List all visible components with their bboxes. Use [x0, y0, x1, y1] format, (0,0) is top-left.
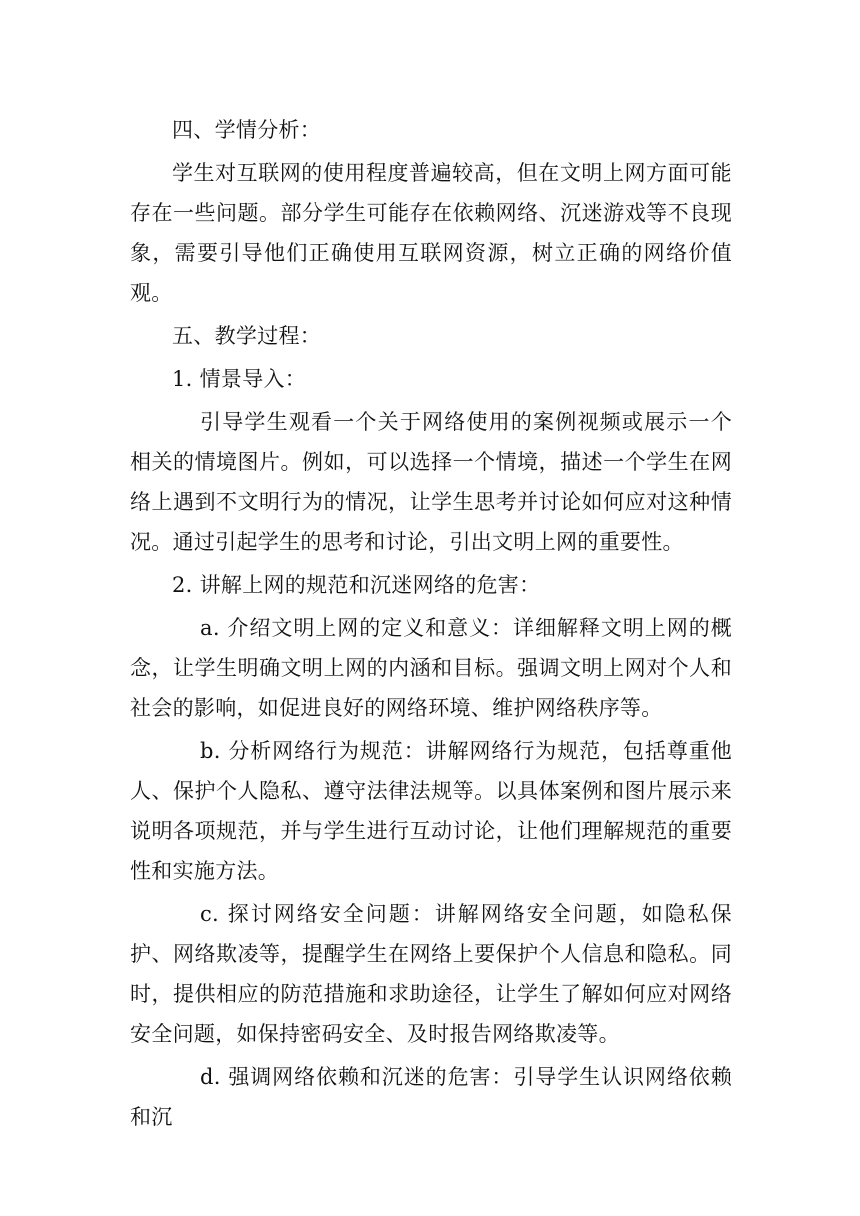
step1-title: 1. 情景导入： [172, 367, 307, 391]
step2-item-c: c. 探讨网络安全问题：讲解网络安全问题，如隐私保护、网络欺凌等，提醒学生在网络上要保护个人信息和隐私。同时，提供相应的防范措施和求助途径，让学生了解如何应对网络安全问题，如保持密码安全、及时报告网络欺凌等。 [130, 902, 732, 1046]
step1-paragraph: 引导学生观看一个关于网络使用的案例视频或展示一个相关的情境图片。例如，可以选择一个情境，描述一个学生在网络上遇到不文明行为的情况，让学生思考并讨论如何应对这种情况。通过引起学生的思考和讨论，引出文明上网的重要性。 [130, 410, 732, 554]
document-body [130, 110, 732, 1140]
step2-item-d: d. 强调网络依赖和沉迷的危害：引导学生认识网络依赖和沉 [130, 1065, 732, 1129]
section5-heading: 五、教学过程： [172, 324, 322, 348]
section4-heading: 四、学情分析： [172, 118, 322, 142]
step2-item-a: a. 介绍文明上网的定义和意义：详细解释文明上网的概念，让学生明确文明上网的内涵和目标。强调文明上网对个人和社会的影响，如促进良好的网络环境、维护网络秩序等。 [130, 616, 732, 720]
step2-item-b: b. 分析网络行为规范：讲解网络行为规范，包括尊重他人、保护个人隐私、遵守法律法规等。以具体案例和图片展示来说明各项规范，并与学生进行互动讨论，让他们理解规范的重要性和实施方法。 [130, 739, 732, 883]
step2-title: 2. 讲解上网的规范和沉迷网络的危害： [172, 573, 541, 597]
section4-paragraph: 学生对互联网的使用程度普遍较高，但在文明上网方面可能存在一些问题。部分学生可能存在依赖网络、沉迷游戏等不良现象，需要引导他们正确使用互联网资源，树立正确的网络价值观。 [130, 161, 732, 305]
